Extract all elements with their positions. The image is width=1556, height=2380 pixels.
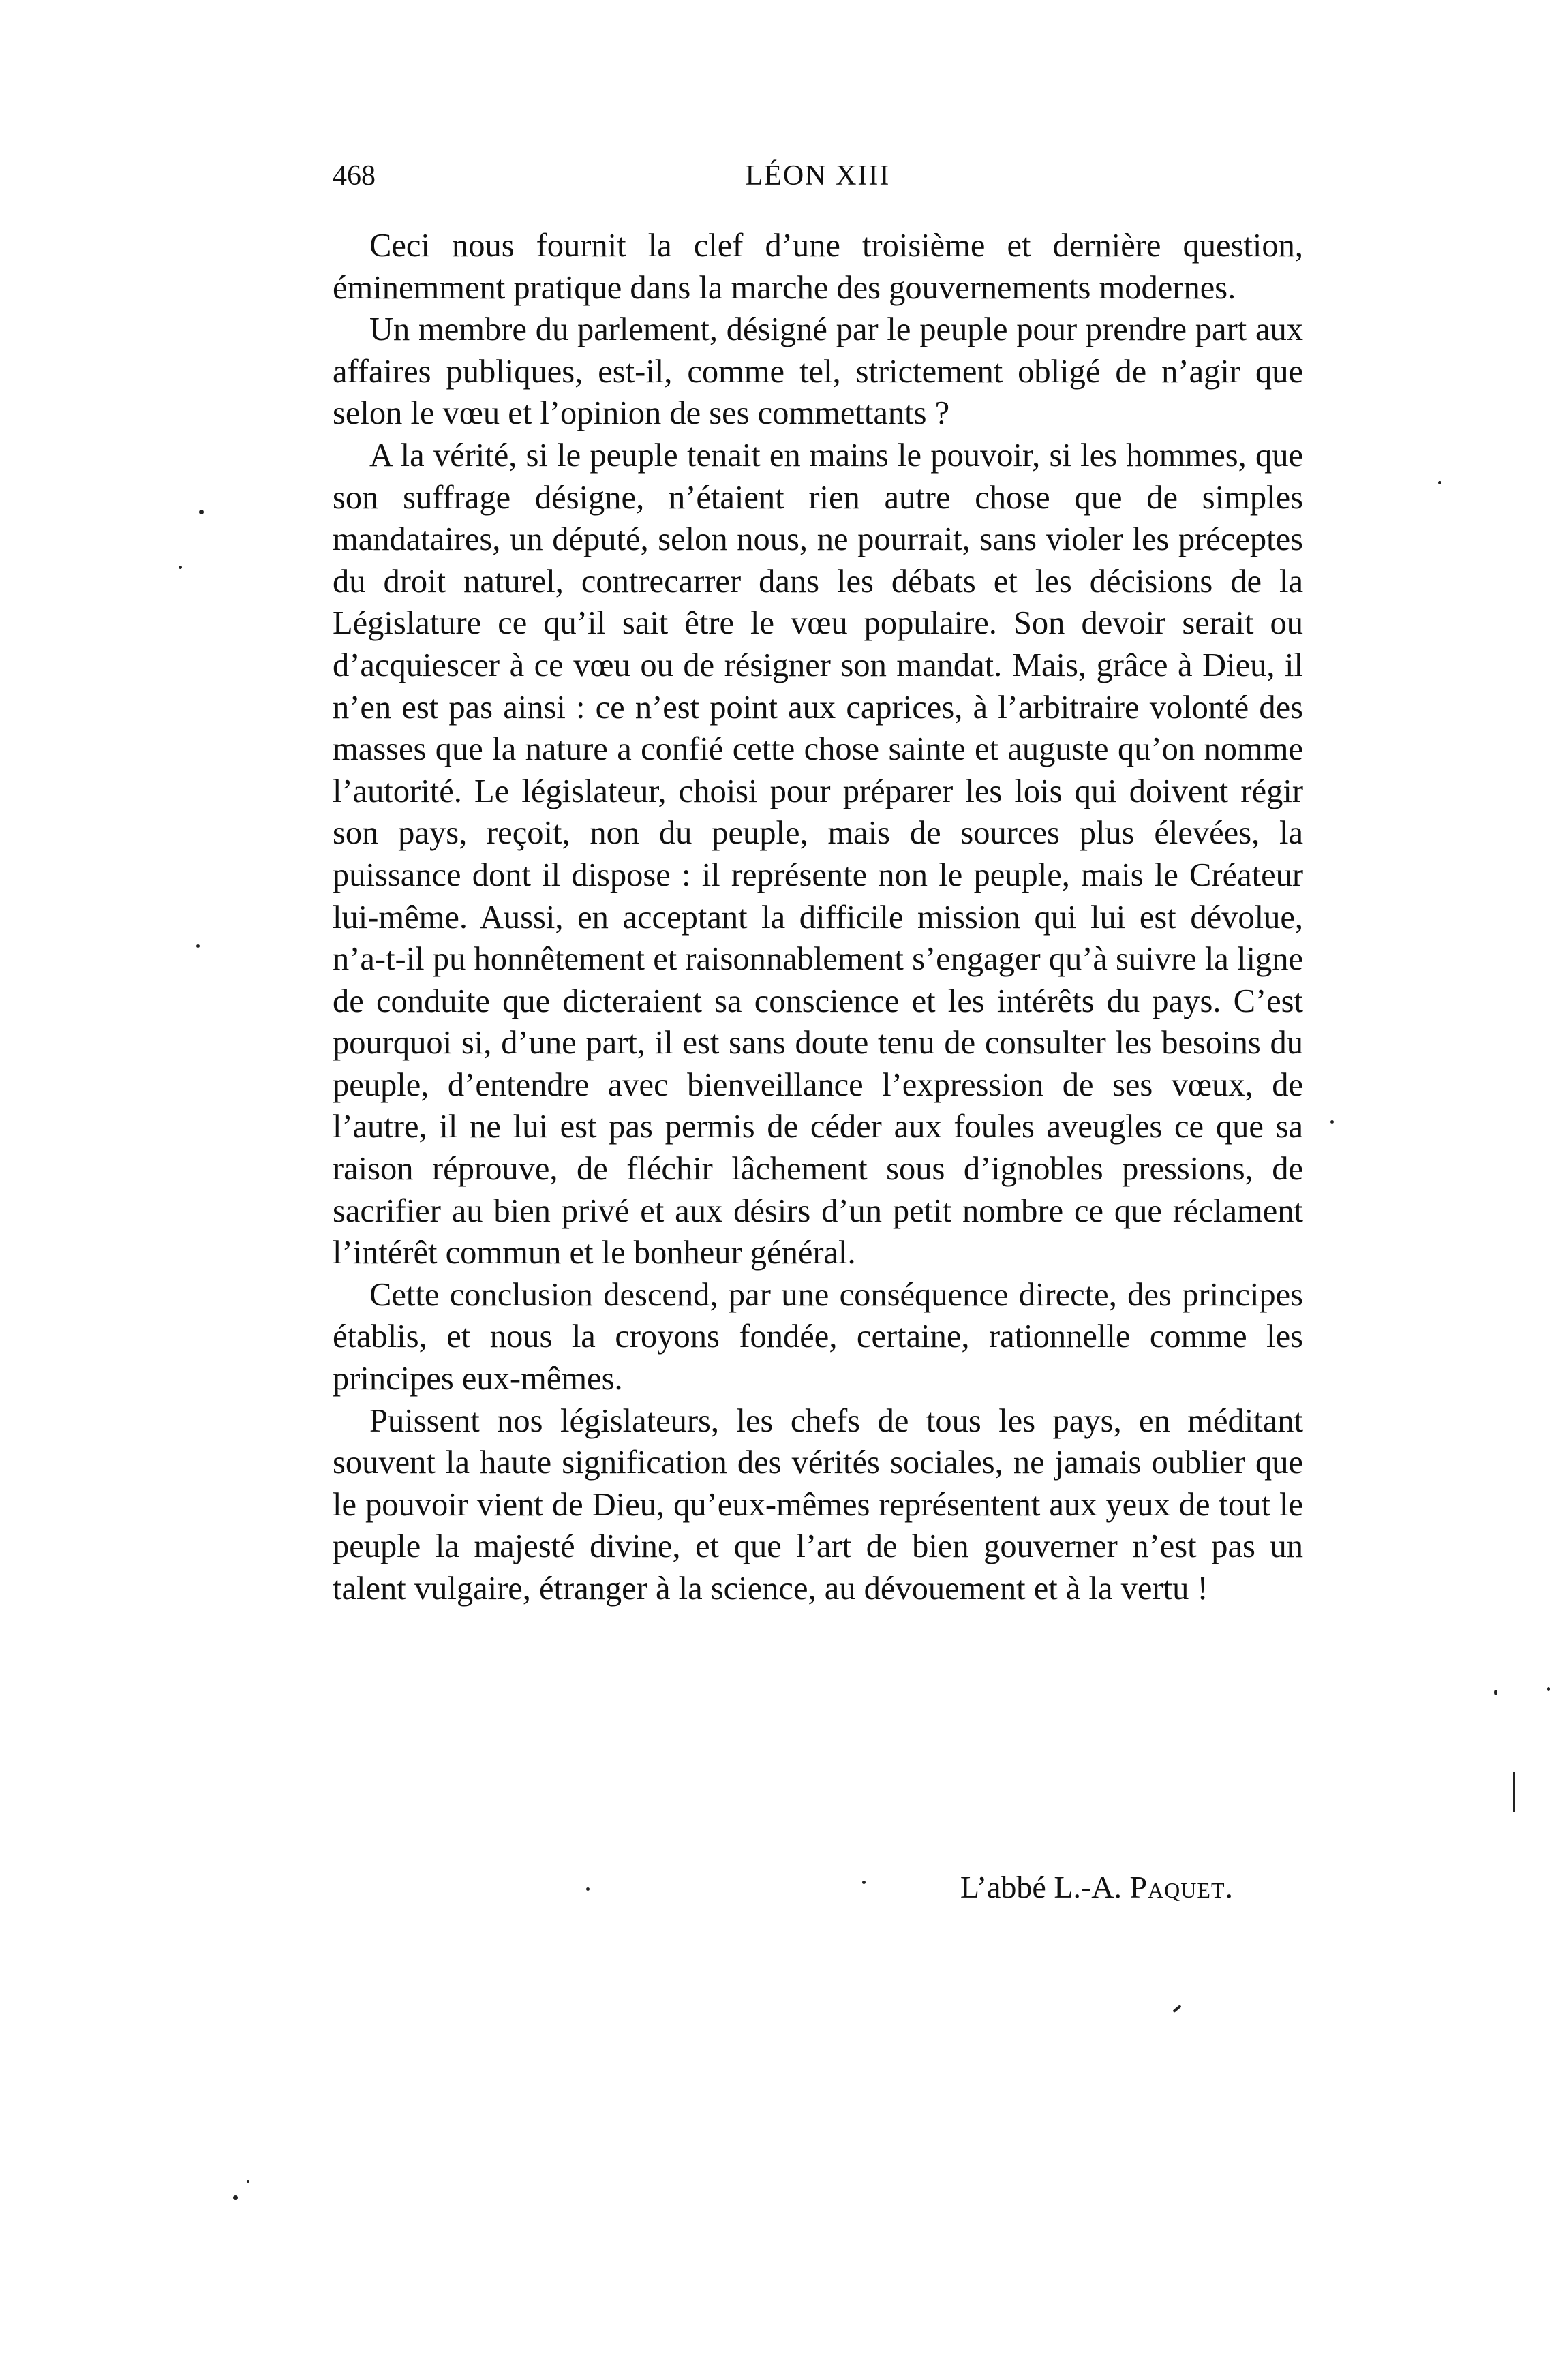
running-title: LÉON XIII [745,160,891,191]
signature-prefix: L’abbé L.-A. [960,1870,1122,1904]
scan-speck [1547,1687,1550,1691]
paragraph: Cette conclusion descend, par une conséquence directe, des principes établis, et nous la croyons fondée, certaine, rationnelle comme les principes eux-mêmes. [333,1276,1303,1397]
paragraph: Puissent nos législateurs, les chefs de tous les pays, en méditant souvent la haute signification des vérités sociales, ne jamais oublier que le pouvoir vient de Dieu, qu’eux-mêmes représentent aux yeux de tout le peuple la majesté divine, et que l’art de bien gouverner n’est pas un talent vulgaire, étranger à la science, au dévouement et à la vertu ! [333,1402,1303,1607]
scan-speck [196,944,200,948]
scan-speck [1438,481,1441,484]
scan-speck [1513,1772,1515,1812]
running-head [333,155,1303,196]
scan-speck [862,1881,866,1884]
paragraph: A la vérité, si le peuple tenait en mains le pouvoir, si les hommes, que son suffrage désigne, n’étaient rien autre chose que de simples mandataires, un député, selon nous, ne pourrait, sans violer les préceptes du droit naturel, contrecarrer dans les débats et les décisions de la Législature ce qu’il sait être le vœu populaire. Son devoir serait ou d’acquiescer à ce vœu ou de résigner son mandat. Mais, grâce à Dieu, il n’en est pas ainsi : ce n’est point aux caprices, à l’arbitraire volonté des masses que la nature a confié cette chose sainte et auguste qu’on nomme l’autorité. Le législateur, choisi pour préparer les lois qui doivent régir son pays, reçoit, non du peuple, mais de sources plus élevées, la puissance dont il dispose : il représente non le peuple, mais le Créateur lui-même. Aussi, en acceptant la difficile mission qui lui est dévolue, n’a-t-il pu honnêtement et raisonnablement s’engager qu’à suivre la ligne de conduite que dicteraient sa conscience et les intérêts du pays. C’est pourquoi si, d’une part, il est sans doute tenu de consulter les besoins du peuple, d’entendre avec bienveillance l’expression de ses vœux, de l’autre, il ne lui est pas permis de céder aux foules aveugles ce que sa raison réprouve, de fléchir lâchement sous d’ignobles pressions, de sacrifier au bien privé et aux désirs d’un petit nombre ce que réclament l’intérêt commun et le bonheur général. [333,437,1303,1271]
scan-speck [1330,1120,1334,1124]
page-number: 468 [333,160,376,191]
scan-speck [199,510,204,514]
scan-speck [179,566,182,569]
scan-speck [233,2195,238,2200]
signature-surname: Paquet. [1129,1870,1234,1904]
scan-speck [1172,2005,1181,2013]
signature [852,1867,1234,1908]
paragraph: Ceci nous fournit la clef d’une troisième et dernière question, éminemment pratique dans la marche des gouvernements modernes. [333,228,1303,306]
scan-speck [586,1887,590,1891]
body-text [333,225,1303,1610]
scan-speck [247,2180,249,2183]
scan-speck [1494,1690,1497,1695]
paragraph: Un membre du parlement, désigné par le peuple pour prendre part aux affaires publiques, est-il, comme tel, strictement obligé de n’agir que selon le vœu et l’opinion de ses commettants ? [333,311,1303,432]
